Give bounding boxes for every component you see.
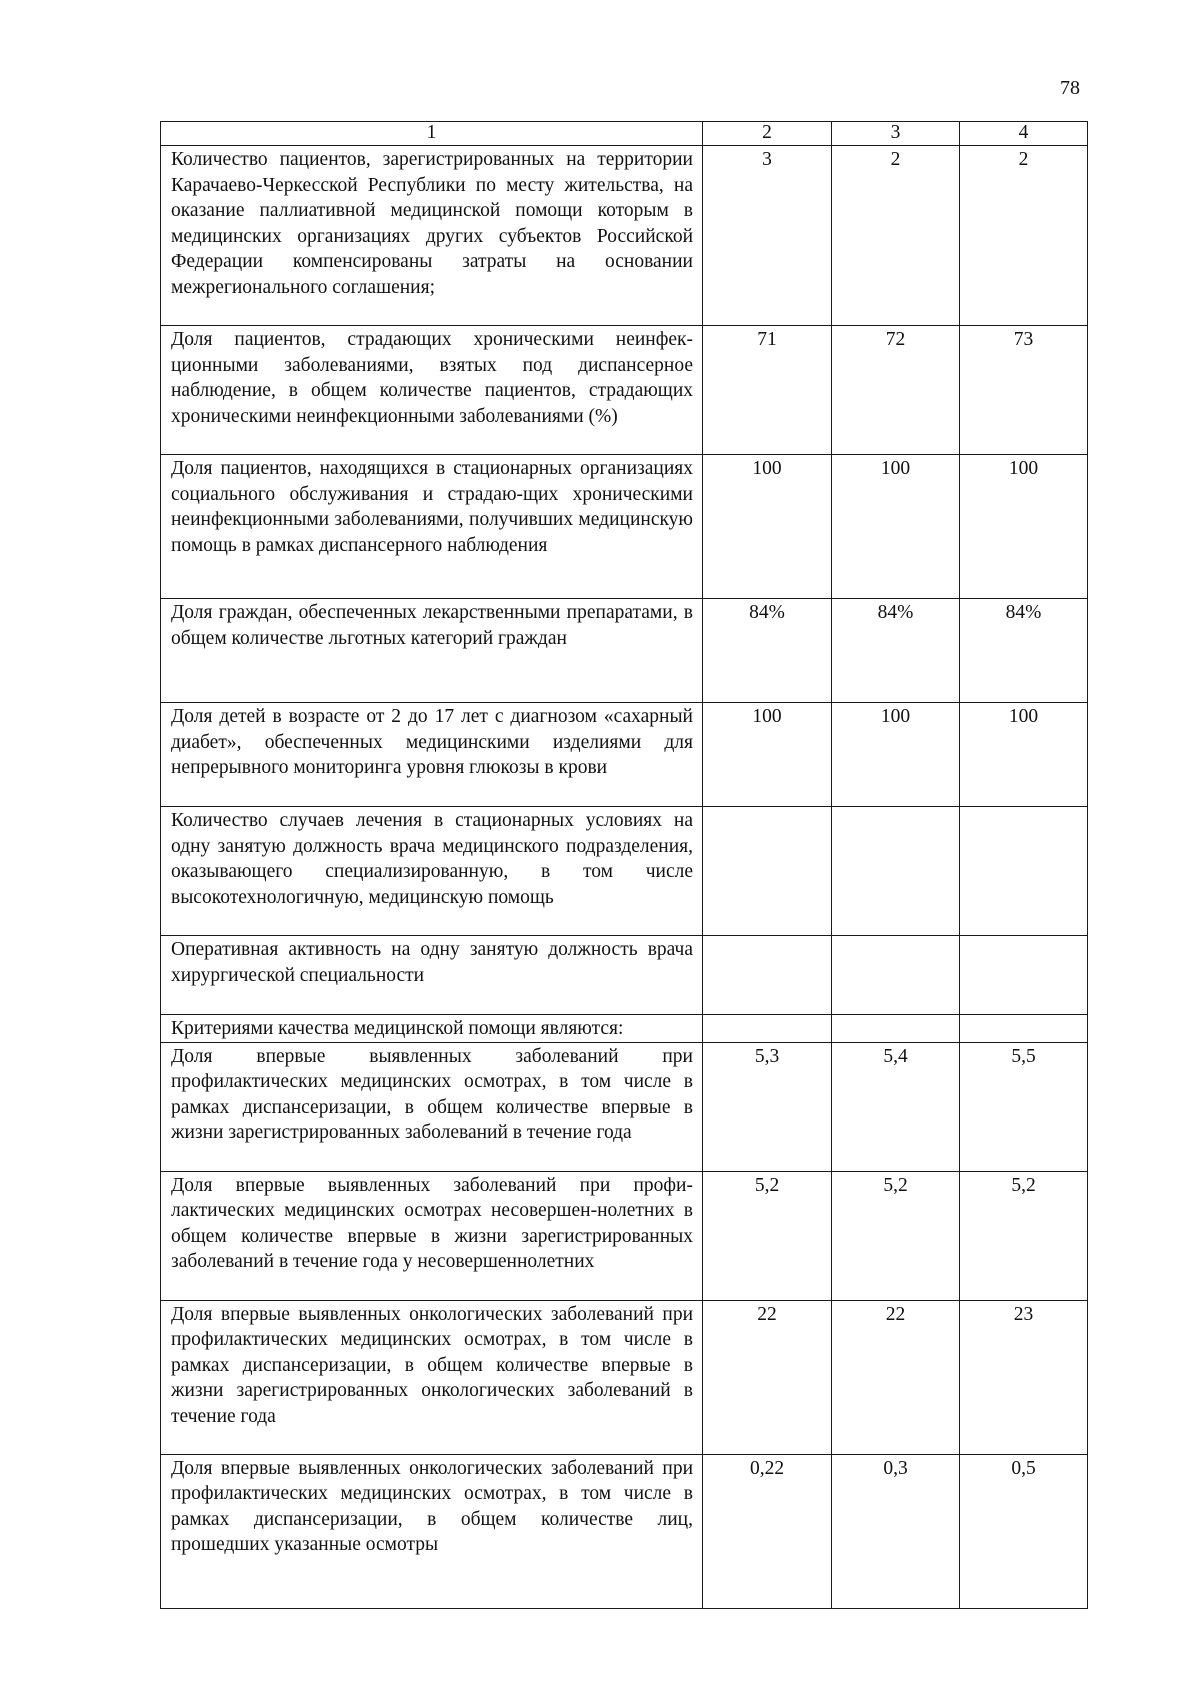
indicators-table: [160, 121, 1088, 1609]
value-cell-col-4: [960, 936, 1088, 1015]
table-row: [161, 807, 1088, 936]
value-cell-col-3: 5,4: [832, 1042, 960, 1171]
table-row: [161, 1015, 1088, 1043]
indicator-name-cell: Доля впервые выявленных онкологических заболеваний при профилактических медицинских осмотрах, в том числе в рамках диспансеризации, в общем количестве впервые в жизни зарегистрированных онкологических заболеваний в течение года: [161, 1300, 703, 1454]
value-cell-col-2: 100: [703, 703, 832, 807]
value-cell-col-2: 5,3: [703, 1042, 832, 1171]
table-row: [161, 1300, 1088, 1454]
table-row: [161, 326, 1088, 455]
table-row: [161, 146, 1088, 326]
value-cell-col-2: 100: [703, 455, 832, 599]
value-cell-col-3: 2: [832, 146, 960, 326]
value-cell-col-4: 100: [960, 703, 1088, 807]
indicator-name-cell: Доля впервые выявленных онкологических заболеваний при профилактических медицинских осмотрах, в том числе в рамках диспансеризации, в общем количестве лиц, прошедших указанные осмотры: [161, 1454, 703, 1608]
indicator-name-cell: Доля граждан, обеспеченных лекарственными препаратами, в общем количестве льготных категорий граждан: [161, 599, 703, 703]
value-cell-col-2: 0,22: [703, 1454, 832, 1608]
value-cell-col-3: 5,2: [832, 1171, 960, 1300]
value-cell-col-3: 100: [832, 455, 960, 599]
table-row: [161, 599, 1088, 703]
indicator-name-cell: Оперативная активность на одну занятую должность врача хирургической специальности: [161, 936, 703, 1015]
value-cell-col-2: 71: [703, 326, 832, 455]
value-cell-col-3: 0,3: [832, 1454, 960, 1608]
value-cell-col-3: [832, 807, 960, 936]
indicator-name-cell: Количество пациентов, зарегистрированных на территории Карачаево-Черкесской Республики по месту жительства, на оказание паллиативной медицинской помощи которым в медицинских организациях других субъектов Российской Федерации компенсированы затраты на основании межрегионального соглашения;: [161, 146, 703, 326]
value-cell-col-4: 5,5: [960, 1042, 1088, 1171]
page-number: 78: [1060, 77, 1080, 99]
value-cell-col-4: 100: [960, 455, 1088, 599]
indicator-name-cell: Доля детей в возрасте от 2 до 17 лет с диагнозом «сахарный диабет», обеспеченных медицинскими изделиями для непрерывного мониторинга уровня глюкозы в крови: [161, 703, 703, 807]
table-row: [161, 703, 1088, 807]
header-cell-1: 1: [161, 122, 703, 146]
value-cell-col-3: 22: [832, 1300, 960, 1454]
value-cell-col-3: 72: [832, 326, 960, 455]
value-cell-col-3: 100: [832, 703, 960, 807]
table-row: [161, 1042, 1088, 1171]
value-cell-col-4: 0,5: [960, 1454, 1088, 1608]
value-cell-col-4: 84%: [960, 599, 1088, 703]
value-cell-col-2: [703, 807, 832, 936]
table-row: [161, 1171, 1088, 1300]
value-cell-col-2: 22: [703, 1300, 832, 1454]
indicator-name-cell: Доля пациентов, страдающих хроническими неинфек-ционными заболеваниями, взятых под диспансерное наблюдение, в общем количестве пациентов, страдающих хроническими неинфекционными заболеваниями (%): [161, 326, 703, 455]
value-cell-col-2: 3: [703, 146, 832, 326]
indicator-name-cell: Доля впервые выявленных заболеваний при профи-лактических медицинских осмотрах несовершен-нолетних в общем количестве впервые в жизни зарегистрированных заболеваний в течение года у несовершеннолетних: [161, 1171, 703, 1300]
value-cell-col-2: 5,2: [703, 1171, 832, 1300]
value-cell-col-3: [832, 936, 960, 1015]
value-cell-col-2: [703, 1015, 832, 1043]
table-row: [161, 936, 1088, 1015]
indicator-name-cell: Критериями качества медицинской помощи являются:: [161, 1015, 703, 1043]
value-cell-col-4: [960, 1015, 1088, 1043]
value-cell-col-4: 23: [960, 1300, 1088, 1454]
header-cell-4: 4: [960, 122, 1088, 146]
indicators-table-body: [161, 122, 1088, 1609]
value-cell-col-2: [703, 936, 832, 1015]
table-header-row: [161, 122, 1088, 146]
indicator-name-cell: Количество случаев лечения в стационарных условиях на одну занятую должность врача медицинского подразделения, оказывающего специализированную, в том числе высокотехнологичную, медицинскую помощь: [161, 807, 703, 936]
table-row: [161, 1454, 1088, 1608]
value-cell-col-4: 73: [960, 326, 1088, 455]
value-cell-col-3: [832, 1015, 960, 1043]
value-cell-col-4: 2: [960, 146, 1088, 326]
value-cell-col-4: 5,2: [960, 1171, 1088, 1300]
indicator-name-cell: Доля впервые выявленных заболеваний при профилактических медицинских осмотрах, в том числе в рамках диспансеризации, в общем количестве впервые в жизни зарегистрированных заболеваний в течение года: [161, 1042, 703, 1171]
value-cell-col-2: 84%: [703, 599, 832, 703]
header-cell-2: 2: [703, 122, 832, 146]
header-cell-3: 3: [832, 122, 960, 146]
indicator-name-cell: Доля пациентов, находящихся в стационарных организациях социального обслуживания и страдаю-щих хроническими неинфекционными заболеваниями, получивших медицинскую помощь в рамках диспансерного наблюдения: [161, 455, 703, 599]
value-cell-col-3: 84%: [832, 599, 960, 703]
value-cell-col-4: [960, 807, 1088, 936]
table-row: [161, 455, 1088, 599]
